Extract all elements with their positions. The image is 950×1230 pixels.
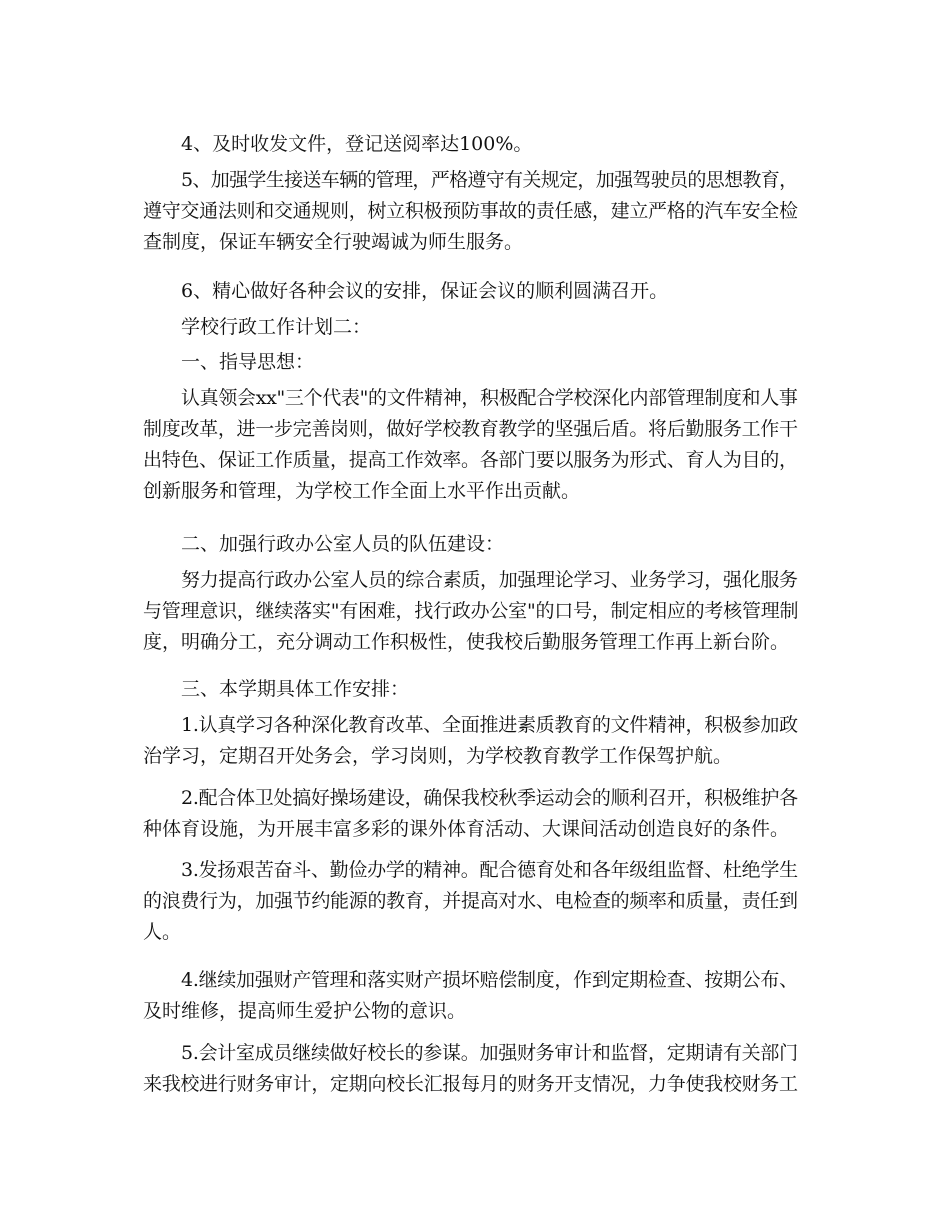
text-line: 的浪费行为，加强节约能源的教育，并提高对水、电检查的频率和质量，责任到 xyxy=(143,890,798,912)
text-line: 治学习，定期召开处务会，学习岗则，为学校教育教学工作保驾护航。 xyxy=(143,745,733,767)
section-heading: 学校行政工作计划二： xyxy=(181,316,372,338)
text-line: 2.配合体卫处搞好操场建设，确保我校秋季运动会的顺利召开，积极维护各 xyxy=(181,787,798,809)
text-line: 及时维修，提高师生爱护公物的意识。 xyxy=(143,1000,467,1022)
text-line: 4.继续加强财产管理和落实财产损坏赔偿制度，作到定期检查、按期公布、 xyxy=(181,969,798,991)
paragraph-8 xyxy=(143,565,798,658)
section-heading: 二、加强行政办公室人员的队伍建设： xyxy=(181,533,505,555)
paragraph-2 xyxy=(143,165,798,258)
text-line: 5、加强学生接送车辆的管理，严格遵守有关规定，加强驾驶员的思想教育， xyxy=(181,169,798,191)
text-line: 遵守交通法则和交通规则，树立积极预防事故的责任感，建立严格的汽车安全检 xyxy=(143,200,798,222)
text-line: 人。 xyxy=(143,921,182,943)
text-line: 5.会计室成员继续做好校长的参谋。加强财务审计和监督，定期请有关部门 xyxy=(181,1042,798,1064)
text-line: 来我校进行财务审计，定期向校长汇报每月的财务开支情况，力争使我校财务工 xyxy=(143,1073,798,1095)
paragraph-1 xyxy=(143,129,794,160)
text-line: 查制度，保证车辆安全行驶竭诚为师生服务。 xyxy=(143,231,524,253)
text-line: 与管理意识，继续落实"有困难，找行政办公室"的口号，制定相应的考核管理制 xyxy=(143,600,799,622)
paragraph-9 xyxy=(143,674,794,705)
section-heading: 三、本学期具体工作安排： xyxy=(181,678,410,700)
text-line: 3.发扬艰苦奋斗、勤俭办学的精神。配合德育处和各年级组监督、杜绝学生 xyxy=(181,859,798,881)
section-heading: 一、指导思想： xyxy=(181,351,315,373)
paragraph-13 xyxy=(143,965,798,1027)
paragraph-3 xyxy=(143,276,794,307)
paragraph-10 xyxy=(143,710,798,772)
text-line: 1.认真学习各种深化教育改革、全面推进素质教育的文件精神，积极参加政 xyxy=(181,714,798,736)
text-line: 创新服务和管理，为学校工作全面上水平作出贡献。 xyxy=(143,480,581,502)
paragraph-11 xyxy=(143,783,798,845)
text-line: 种体育设施，为开展丰富多彩的课外体育活动、大课间活动创造良好的条件。 xyxy=(143,818,790,840)
text-line: 认真领会xx"三个代表"的文件精神，积极配合学校深化内部管理制度和人事 xyxy=(181,387,798,409)
paragraph-5 xyxy=(143,347,794,378)
text-line: 4、及时收发文件，登记送阅率达100%。 xyxy=(181,133,533,155)
paragraph-12 xyxy=(143,855,798,948)
paragraph-6 xyxy=(143,383,798,507)
text-line: 出特色、保证工作质量，提高工作效率。各部门要以服务为形式、育人为目的， xyxy=(143,449,798,471)
paragraph-7 xyxy=(143,529,794,560)
text-line: 努力提高行政办公室人员的综合素质，加强理论学习、业务学习，强化服务 xyxy=(181,569,798,591)
text-line: 度，明确分工，充分调动工作积极性，使我校后勤服务管理工作再上新台阶。 xyxy=(143,631,790,653)
text-line: 6、精心做好各种会议的安排，保证会议的顺利圆满召开。 xyxy=(181,280,669,302)
text-line: 制度改革，进一步完善岗则，做好学校教育教学的坚强后盾。将后勤服务工作干 xyxy=(143,418,798,440)
paragraph-4 xyxy=(143,312,794,343)
paragraph-14 xyxy=(143,1038,798,1100)
